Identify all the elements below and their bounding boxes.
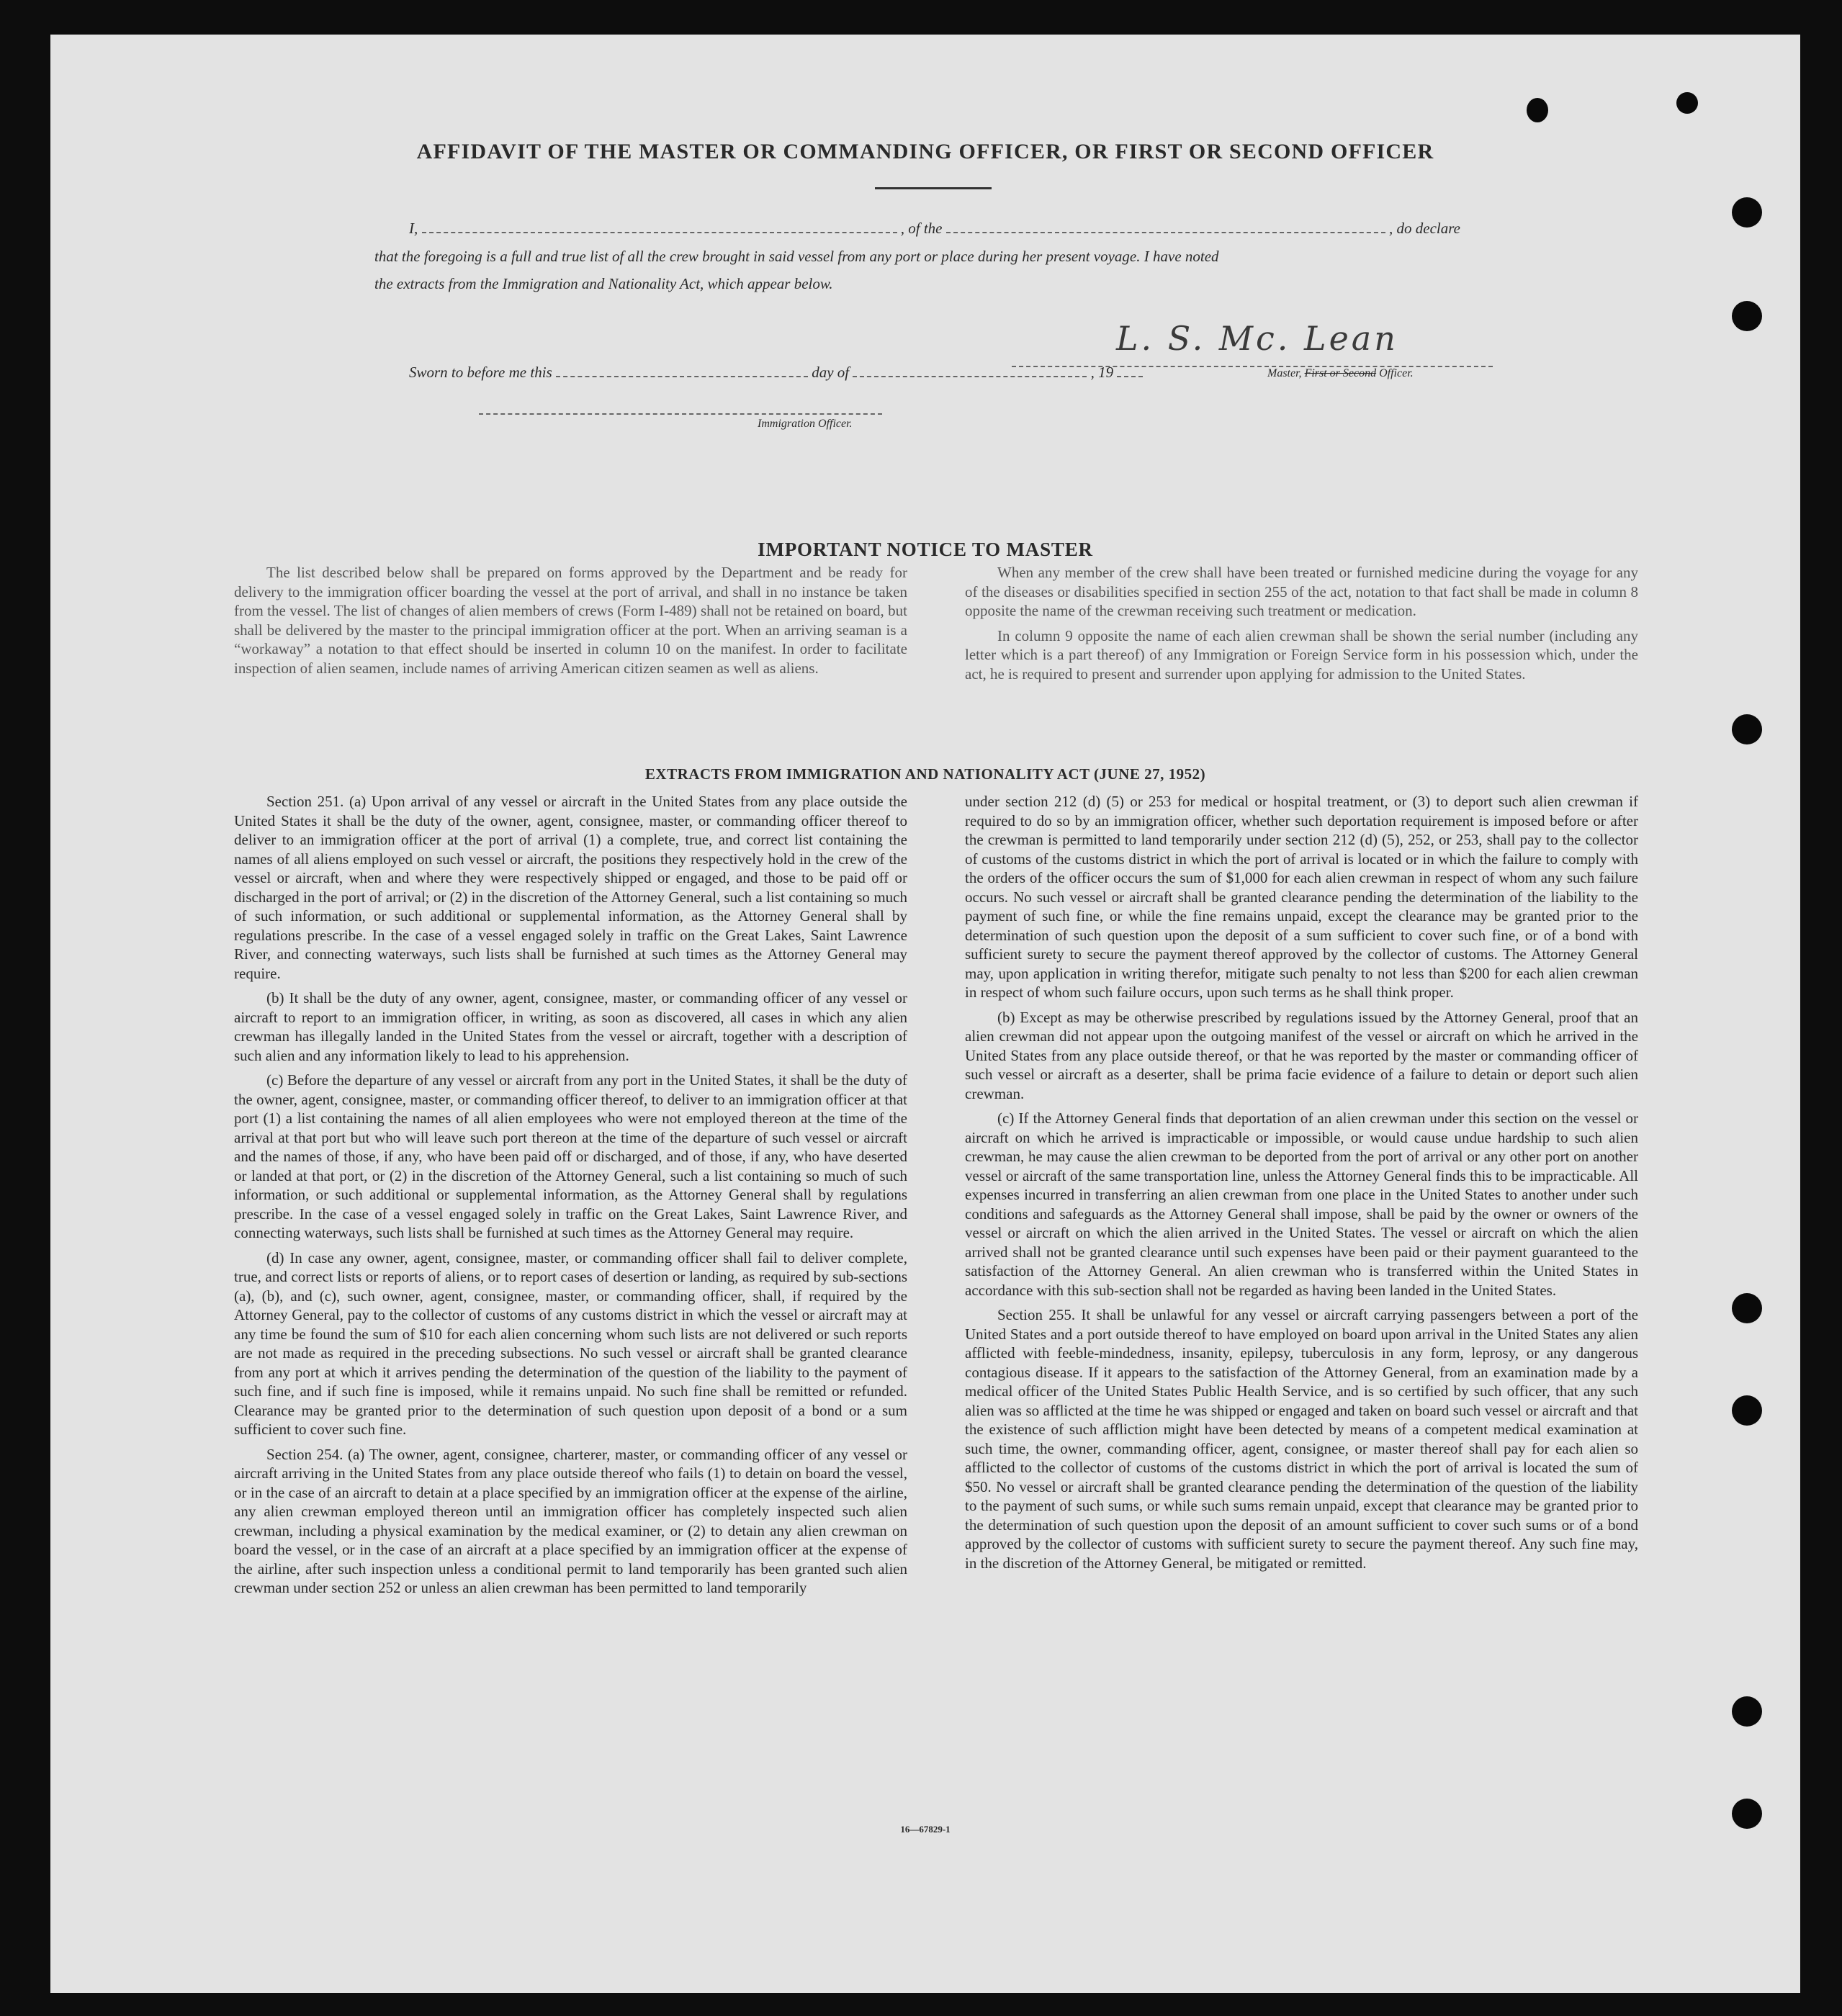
extracts-left-column [234, 792, 907, 1603]
punch-hole [1676, 92, 1698, 114]
year-label: , 19 [1090, 364, 1114, 381]
name-field[interactable] [422, 219, 897, 233]
declaration-text-1: that the foregoing is a full and true list of all the crew brought in said vessel from any port or place during her present voyage. I have noted [374, 248, 1219, 265]
notice-left-paragraph: The list described below shall be prepared on forms approved by the Department and be ready for delivery to the immigration officer boarding the vessel at the port of arrival, and shall in no instance be taken from the vessel. The list of changes of alien members of crews (Form I-489) shall not be retained on board, but shall be delivered by the master to the principal immigration officer at the port. When an arriving seaman is a “workaway” a notation to that effect should be inserted in column 10 on the manifest. In order to facilitate inspection of alien seamen, include names of arriving American citizen seamen as well as aliens. [234, 564, 907, 677]
affidavit-title: AFFIDAVIT OF THE MASTER OR COMMANDING OFFICER, OR FIRST OR SECOND OFFICER [416, 140, 1434, 163]
section-251-a: Section 251. (a) Upon arrival of any vessel or aircraft in the United States from any place outside the United States it shall be the duty of the owner, agent, consignee, master, or commanding officer thereof to deliver to an immigration officer at the port of arrival (1) a complete, true, and correct list containing the names of all aliens employed on such vessel or aircraft, the positions they respectively hold in the crew of the vessel or aircraft, when and where they were respectively shipped or engaged, and those to be paid off or discharged in the port of arrival; or (2) in the discretion of the Attorney General, such a list containing so much of such information, or such additional or supplemental information, as the Attorney General shall by regulations prescribe. In the case of a vessel engaged solely in traffic on the Great Lakes, Saint Lawrence River, and connecting waterways, such lists shall be furnished at such times as the Attorney General may require. [234, 793, 907, 982]
section-254-a-continued: under section 212 (d) (5) or 253 for medical or hospital treatment, or (3) to deport such alien crewman if required to do so by an immigration officer, whether such deportation requirement is imposed before or after the crewman is permitted to land temporarily under section 212 (d) (5), 252, or 253, shall pay to the collector of customs of the customs district in which the port of arrival is located or in which the failure to comply with the orders of the officer occurs the sum of $1,000 for each alien crewman in respect of whom any such failure occurs. No such vessel or aircraft shall be granted clearance pending the determination of the liability to the payment of such fine, or while the fine remains unpaid, except the clearance may be granted prior to the determination of such question upon the deposit of a sum sufficient to cover such fine, or of a bond with sufficient surety to secure the payment thereof approved by the collector of customs. The Attorney General may, upon application in writing therefor, mitigate such penalty to not less than $200 for each alien crewman in respect of whom such failure occurs, upon such terms as he shall think proper. [965, 793, 1638, 1001]
document-page [50, 35, 1800, 1993]
section-255: Section 255. It shall be unlawful for any vessel or aircraft carrying passengers between a port of the United States and a port outside thereof to have employed on board upon arrival in the United States any alien afflicted with feeble-mindedness, insanity, epilepsy, tuberculosis in any form, leprosy, or any dangerous contagious disease. If it appears to the satisfaction of the Attorney General, from an examination made by a medical officer of the United States Public Health Service, and is so certified by such officer, that any such alien was so afflicted at the time he was shipped or engaged and taken on board such vessel or aircraft and that the existence of such affliction might have been detected by means of a competent medical examination at such time, the owner, commanding officer, agent, consignee, or master thereof shall pay for each alien so afflicted to the collector of customs of the customs district in which the port of arrival is located the sum of $50. No vessel or aircraft shall be granted clearance pending the determination of the question of the liability to the payment of such sums, or while such sums remain unpaid, except that clearance may be granted prior to the determination of such question upon the deposit of an amount sufficient to cover such sums or of a bond approved by the collector of customs with sufficient surety to secure the payment thereof. Any such fine may, in the discretion of the Attorney General, be mitigated or remitted. [965, 1306, 1638, 1572]
sworn-line [409, 363, 1273, 382]
notice-right-paragraph-1: When any member of the crew shall have been treated or furnished medicine during the voyage for any of the diseases or disabilities specified in section 255 of the act, notation to that fact shall be made in column 8 opposite the name of the crewman receiving such treatment or medication. [965, 564, 1638, 619]
sworn-label: Sworn to before me this [409, 364, 552, 381]
declaration-line-1 [409, 219, 1554, 238]
notice-title: IMPORTANT NOTICE TO MASTER [758, 539, 1093, 560]
section-254-a: Section 254. (a) The owner, agent, consignee, charterer, master, or commanding officer of any vessel or aircraft arriving in the United States from any place outside thereof who fails (1) to detain on board the vessel, or in the case of an aircraft to detain at a place specified by an immigration officer at the expense of the airline, any alien crewman employed thereon until an immigration officer has completely inspected such alien crewman, including a physical examination by the medical examiner, or (2) to detain any alien crewman on board the vessel, or in the case of an aircraft at a place specified by an immigration officer at the expense of the airline, after such inspection unless a conditional permit to land temporarily has been granted such alien crewman under section 252 or unless an alien crewman has been permitted to land temporarily [234, 1445, 907, 1596]
extracts-title: EXTRACTS FROM IMMIGRATION AND NATIONALITY ACT (JUNE 27, 1952) [644, 765, 1206, 783]
declaration-text-2: the extracts from the Immigration and Nationality Act, which appear below. [374, 275, 833, 292]
day-of-label: day of [812, 364, 850, 381]
punch-hole [1732, 197, 1762, 228]
do-declare-label: , do declare [1389, 220, 1460, 237]
punch-hole [1732, 1395, 1762, 1426]
punch-hole [1732, 714, 1762, 744]
notice-right-paragraph-2: In column 9 opposite the name of each alien crewman shall be shown the serial number (including any letter which is a part thereof) of any Immigration or Foreign Service form in his possession which, under the act, he is required to present and surrender upon applying for admission to the United States. [965, 626, 1638, 683]
signature-caption [1267, 367, 1414, 380]
notice-left-column [234, 563, 907, 683]
section-251-d: (d) In case any owner, agent, consignee, master, or commanding officer shall fail to deliver complete, true, and correct lists or reports of aliens, or to report cases of desertion or landing, as required by sub-sections (a), (b), and (c), such owner, agent, consignee, master, or commanding officer, shall, if required by the Attorney General, pay to the collector of customs of any customs district in which the vessel or aircraft may at any time be found the sum of $10 for each alien concerning whom such lists are not delivered or such reports are not made as required in the preceding subsections. No such vessel or aircraft shall be granted clearance from any port at which it arrives pending the determination of the question of the liability to the payment of such fine, and if such fine is imposed, while it remains unpaid. No such fine shall be remitted or refunded. Clearance may be granted prior to the determination of such question upon deposit of a bond or a sum sufficient to cover such fine. [234, 1248, 907, 1438]
section-254-c: (c) If the Attorney General finds that deportation of an alien crewman under this section on the vessel or aircraft on which he arrived is impracticable or impossible, or would cause undue hardship to such alien crewman, he may cause the alien crewman to be deported from the port of arrival or any other port on another vessel or aircraft of the same transportation line, unless the Attorney General finds this to be impracticable. All expenses incurred in transferring an alien crewman from one place in the United States to another under such conditions and safeguards as the Attorney General shall impose, shall be paid by the owner or owners of the vessel or aircraft on which the alien arrived in the United States. The vessel or aircraft on which the alien arrived shall not be granted clearance until such expenses have been paid or their payment guaranteed to the satisfaction of the Attorney General. An alien crewman who is transferred within the United States in accordance with this sub-section shall not be regarded as having been landed in the United States. [965, 1110, 1638, 1299]
form-number: 16—67829-1 [900, 1824, 951, 1835]
signature-caption-struck: First or Second [1304, 367, 1377, 379]
vessel-field[interactable] [946, 219, 1385, 233]
sworn-year-field[interactable] [1117, 363, 1143, 377]
notice-right-column [965, 563, 1638, 689]
section-251-b: (b) It shall be the duty of any owner, agent, consignee, master, or commanding officer of any vessel or aircraft to report to an immigration officer, in writing, as soon as discovered, all cases in which any alien crewman has illegally landed in the United States from the vessel or aircraft, together with a description of such alien and any information likely to lead to his apprehension. [234, 989, 907, 1064]
master-signature: L. S. Mc. Lean [1116, 319, 1398, 358]
section-251-c: (c) Before the departure of any vessel or aircraft from any port in the United States, it shall be the duty of the owner, agent, consignee, master, or commanding officer thereof, to deliver to an immigration officer at that port (1) a list containing the names of all alien employees who were not employed thereon at the time of the arrival at that port but who will leave such port thereon at the time of the departure of such vessel or aircraft and the names of those, if any, who have been paid off or discharged, and of those, if any, who have deserted or landed at that port, or (2) in the discretion of the Attorney General, such a list containing so much of such information, or such additional or supplemental information, as the Attorney General shall by regulations prescribe. In the case of a vessel engaged solely in traffic on the Great Lakes, Saint Lawrence River, and connecting waterways, such lists shall be furnished at such times as the Attorney General may require. [234, 1071, 907, 1241]
section-254-b: (b) Except as may be otherwise prescribed by regulations issued by the Attorney General, proof that an alien crewman did not appear upon the outgoing manifest of the vessel or aircraft on which he arrived in the United States from any place outside thereof, or that he was reported by the master or commanding officer of such vessel or aircraft as a deserter, shall be prima facie evidence of a failure to detain or deport such alien crewman. [965, 1008, 1638, 1102]
signature-caption-officer: Officer. [1376, 367, 1414, 379]
punch-hole [1527, 98, 1548, 122]
punch-hole [1732, 1293, 1762, 1323]
sworn-day-field[interactable] [556, 363, 808, 377]
of-the-label: , of the [900, 220, 943, 237]
sworn-month-field[interactable] [853, 363, 1087, 377]
title-divider [875, 187, 992, 189]
immigration-officer-caption: Immigration Officer. [758, 418, 853, 430]
punch-hole [1732, 301, 1762, 331]
punch-hole [1732, 1696, 1762, 1727]
i-label: I, [409, 220, 418, 237]
extracts-right-column [965, 792, 1638, 1578]
immigration-officer-line[interactable] [479, 413, 882, 415]
signature-caption-master: Master, [1267, 367, 1305, 379]
